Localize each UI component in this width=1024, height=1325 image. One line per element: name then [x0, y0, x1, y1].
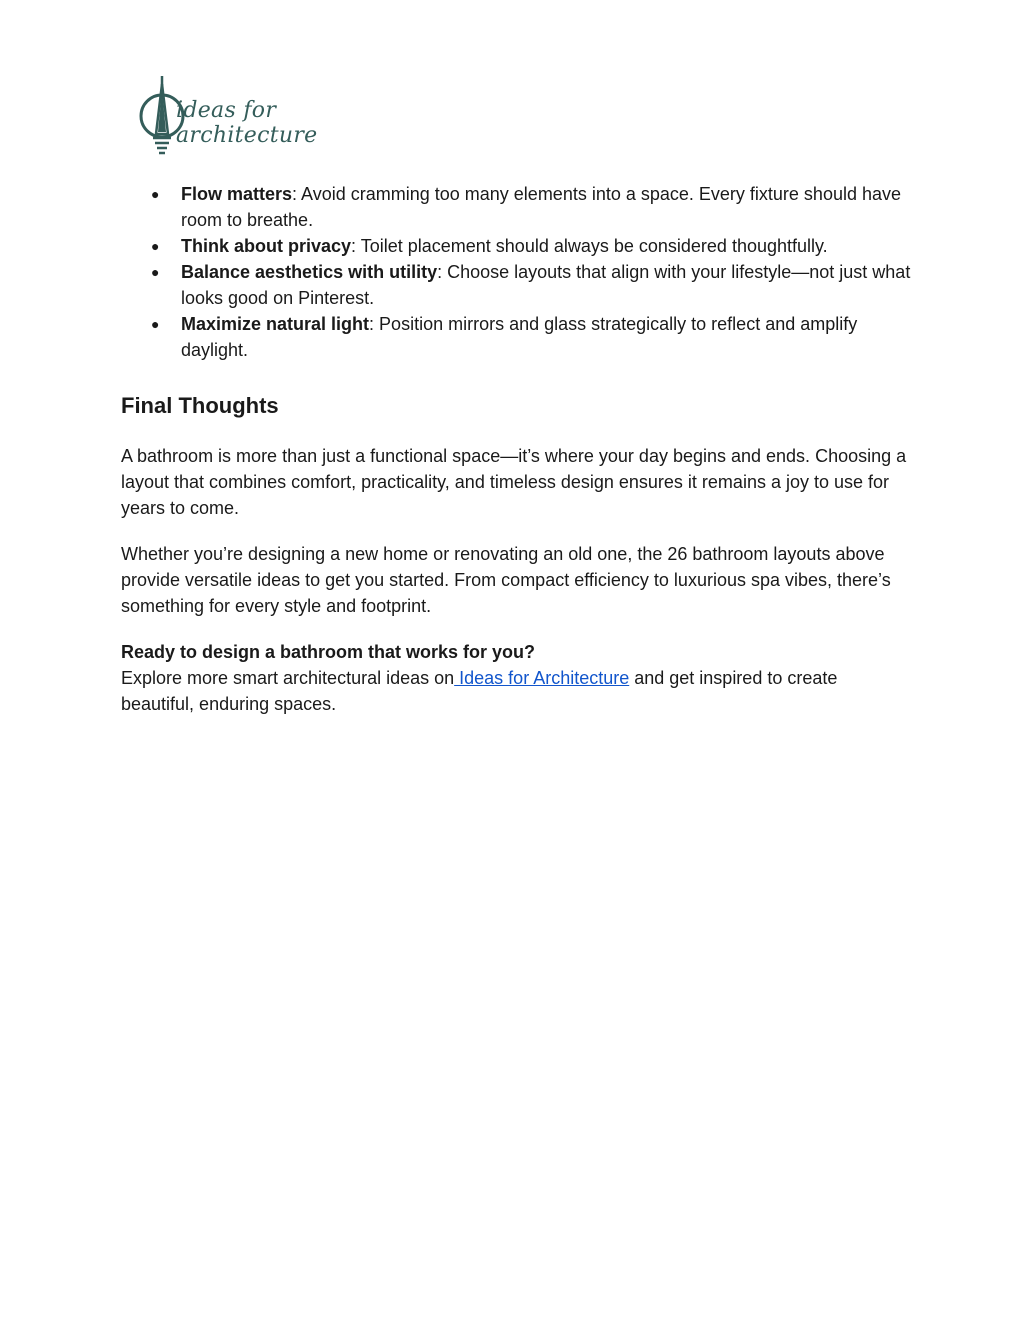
logo-wordmark: [176, 98, 318, 148]
call-to-action: [121, 639, 911, 717]
logo-line-1: ideas for: [176, 98, 277, 123]
ideas-for-architecture-link[interactable]: Ideas for Architecture: [454, 668, 630, 688]
list-item: [121, 233, 911, 259]
tip-text: : Avoid cramming too many elements into a space. Every fixture should have room to breathe.: [181, 184, 902, 230]
tip-title: Balance aesthetics with utility: [181, 262, 438, 282]
bullet-icon: ●: [151, 316, 160, 332]
site-logo: [138, 74, 318, 160]
paragraph: Whether you’re designing a new home or renovating an old one, the 26 bathroom layouts above provide versatile ideas to get you started. From compact efficiency to luxurious spa vibes, there’s something for every style and footprint.: [121, 544, 891, 616]
list-item: [121, 259, 911, 311]
tip-text: : Choose layouts that align with your lifestyle—not just what looks good on Pinterest.: [181, 262, 911, 308]
cta-text-after: and get inspired to create beautiful, enduring spaces.: [121, 668, 838, 714]
bullet-icon: ●: [151, 238, 160, 254]
tip-title: Flow matters: [181, 184, 293, 204]
logo-line-2: architecture: [176, 123, 318, 148]
bullet-icon: ●: [151, 186, 160, 202]
bullet-icon: ●: [151, 264, 160, 280]
tip-text: : Toilet placement should always be considered thoughtfully.: [351, 236, 828, 256]
list-item: [121, 181, 911, 233]
tip-title: Maximize natural light: [181, 314, 370, 334]
list-item: [121, 311, 911, 363]
tip-text: : Position mirrors and glass strategically to reflect and amplify daylight.: [181, 314, 858, 360]
document-body: [121, 181, 911, 717]
cta-heading: Ready to design a bathroom that works for you?: [121, 642, 536, 662]
paragraph: A bathroom is more than just a functional space—it’s where your day begins and ends. Choosing a layout that combines comfort, practicality, and timeless design ensures it remains a joy to use for years to come.: [121, 446, 907, 518]
tips-list: [121, 181, 911, 363]
tip-title: Think about privacy: [181, 236, 352, 256]
section-heading: Final Thoughts: [121, 393, 279, 418]
cta-text-before: Explore more smart architectural ideas on: [121, 668, 455, 688]
